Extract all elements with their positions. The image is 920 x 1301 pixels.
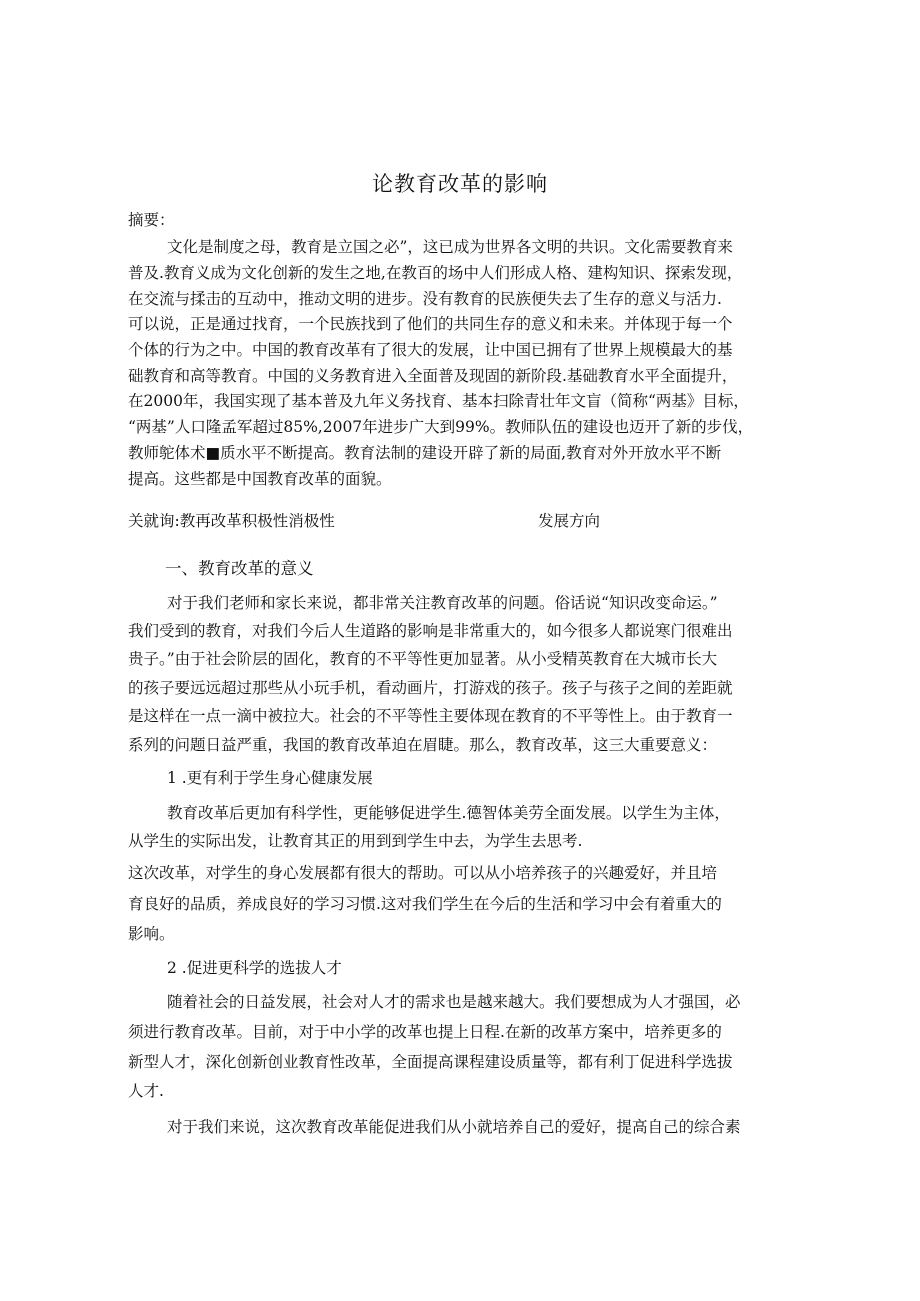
- body-line: 对于我们来说，这次教育改革能促进我们从小就培养自己的爱好，提高自己的综合素: [167, 1118, 741, 1136]
- body-line: 从学生的实际出发，让教育其正的用到到学生中去，为学生去思考.: [128, 832, 583, 850]
- section-heading: 一、教育改革的意义: [165, 559, 314, 578]
- keywords-extra: 发展方向: [538, 512, 601, 530]
- body-line: 的孩子要远远超过那些从小玩手机，看动画片，打游戏的孩子。孩子与孩子之间的差距就: [128, 679, 733, 697]
- subsection-heading: 2 .促进更科学的选拔人才: [167, 959, 342, 977]
- body-line: 对于我们老师和家长来说，都非常关注教育改革的问题。俗话说“知识改变命运。”: [167, 594, 718, 612]
- abstract-line: 个体的行为之中。中国的教育改革有了很大的发展，让中国已拥有了世界上规模最大的基: [128, 341, 733, 359]
- abstract-line: 可以说，正是通过找育，一个民族找到了他们的共同生存的意义和未来。并体现于每一个: [128, 315, 733, 333]
- abstract-line: 在2000年，我国实现了基本普及九年义务找育、基本扫除青壮年文盲（简称“两基》目标，: [128, 392, 749, 410]
- keywords-label: 关就询:教再改革积极性消极性: [128, 512, 335, 530]
- abstract-label: 摘要：: [128, 211, 175, 229]
- abstract-line: 教师鸵体术■质水平不断提高。教育法制的建设开辟了新的局面,教育对外开放水平不断: [128, 444, 722, 462]
- document-title: 论教育改革的影响: [372, 172, 548, 196]
- body-line: 人才.: [128, 1082, 164, 1100]
- body-line: 教育改革后更加有科学性，更能够促进学生.德智体美劳全面发展。以学生为主体，: [167, 804, 730, 822]
- body-line: 随着社会的日益发展，社会对人才的需求也是越来越大。我们要想成为人才强国，必: [167, 993, 741, 1011]
- subsection-heading: 1 .更有利于学生身心健康发展: [167, 769, 373, 787]
- abstract-line: 提高。这些都是中国教育改革的面貌。: [128, 470, 392, 488]
- abstract-line: 础教育和高等教育。中国的义务教育进入全面普及现固的新阶段.基础教育水平全面提升，: [128, 367, 738, 385]
- body-line: 须进行教育改革。目前，对于中小学的改革也提上日程.在新的改革方案中，培养更多的: [128, 1023, 722, 1041]
- body-line: 新型人才，深化创新创业教育性改革，全面提高课程建设质量等，都有利丁促进科学选拔: [128, 1053, 733, 1071]
- body-line: 这次改革，对学生的身心发展都有很大的帮助。可以从小培养孩子的兴趣爱好，并且培: [128, 864, 718, 882]
- body-line: 是这样在一点一滴中被拉大。社会的不平等性主要体现在教育的不平等性上。由于教育一: [128, 707, 733, 725]
- body-line: 影响。: [128, 925, 175, 943]
- body-line: 育良好的品质，养成良好的学习习惯.这对我们学生在今后的生活和学习中会有着重大的: [128, 895, 722, 913]
- abstract-line: 文化是制度之母，教育是立国之必”，这已成为世界各文明的共识。文化需要教育来: [167, 238, 733, 256]
- abstract-line: “两基”人口隆孟军超过85%,2007年进步广大到99%。教师队伍的建设也迈开了新的步伐，: [128, 418, 754, 436]
- abstract-line: 在交流与揉击的互动中，推动文明的进步。没有教育的民族便失去了生存的意义与活力.: [128, 290, 722, 308]
- body-line: 贵子。”由于社会阶层的固化，教育的不平等性更加显著。从小受精英教育在大城市长大: [128, 650, 718, 668]
- body-line: 系列的问题日益严重，我国的教育改革迫在眉睫。那么，教育改革，这三大重要意义：: [128, 736, 718, 754]
- body-line: 我们受到的教育，对我们今后人生道路的影响是非常重大的，如今很多人都说寒门很难出: [128, 622, 733, 640]
- abstract-line: 普及.教育义成为文化创新的发生之地,在教百的场中人们形成人格、建构知识、探索发现，: [128, 264, 743, 282]
